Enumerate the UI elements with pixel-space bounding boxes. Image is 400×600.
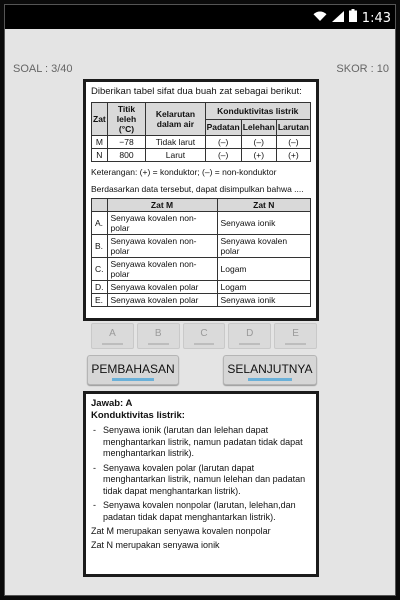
pembahasan-button[interactable] [87, 355, 179, 385]
button-underline [285, 343, 306, 345]
score-label: SKOR : 10 [336, 63, 389, 75]
button-underline [112, 378, 154, 381]
button-underline [148, 343, 169, 345]
bullet-dash: - [93, 462, 96, 473]
col-header-zat: Zat [92, 103, 108, 136]
signal-icon [332, 9, 344, 27]
option-row [92, 212, 311, 235]
cell-lelehan: (+) [241, 149, 276, 162]
list-item [91, 425, 311, 460]
answer-button-a[interactable] [91, 323, 134, 349]
option-letter: B. [92, 235, 108, 258]
conclusion-m: Zat M merupakan senyawa kovalen nonpolar [91, 526, 271, 537]
cell-titik-leleh: −78 [107, 136, 145, 149]
table-row [92, 149, 311, 162]
subheader-lelehan: Lelehan [241, 119, 276, 136]
col-header-titik-leleh: Titik leleh (°C) [107, 103, 145, 136]
cell-kelarutan: Larut [146, 149, 205, 162]
app-frame [4, 4, 396, 596]
cell-kelarutan: Tidak larut [146, 136, 205, 149]
answer-button-b[interactable] [137, 323, 180, 349]
answer-label: A [109, 328, 116, 339]
pembahasan-label: PEMBAHASAN [91, 362, 175, 376]
option-letter: C. [92, 258, 108, 281]
option-zat-m: Senyawa kovalen non-polar [107, 235, 217, 258]
button-underline [194, 343, 215, 345]
explanation-item: Senyawa kovalen nonpolar (larutan, lelehan,dan padatan tidak dapat menghantarkan listrik). [103, 500, 296, 522]
option-row [92, 235, 311, 258]
option-letter: E. [92, 294, 108, 307]
question-stem: Berdasarkan data tersebut, dapat disimpulkan bahwa .... [91, 184, 304, 194]
table-legend: Keterangan: (+) = konduktor; (–) = non-konduktor [91, 167, 277, 177]
button-underline [102, 343, 123, 345]
answer-button-e[interactable] [274, 323, 317, 349]
col-header-kelarutan: Kelarutan dalam air [146, 103, 205, 136]
status-bar [5, 5, 396, 29]
option-zat-n: Logam [217, 281, 310, 294]
cell-padatan: (–) [205, 136, 241, 149]
option-row [92, 294, 311, 307]
question-counter: SOAL : 3/40 [13, 63, 73, 75]
option-zat-n: Senyawa kovalen polar [217, 235, 310, 258]
option-row [92, 258, 311, 281]
conclusion-n: Zat N merupakan senyawa ionik [91, 539, 220, 550]
option-zat-n: Senyawa ionik [217, 294, 310, 307]
cell-lelehan: (–) [241, 136, 276, 149]
subheader-larutan: Larutan [276, 119, 310, 136]
table-row [92, 136, 311, 149]
answer-label: E [292, 328, 299, 339]
button-underline [248, 378, 292, 381]
col-header-konduktivitas: Konduktivitas listrik [205, 103, 310, 120]
explanation-item: Senyawa ionik (larutan dan lelehan dapat menghantarkan listrik, namun padatan tidak dapat menghantarkan listrik). [103, 425, 303, 459]
list-item [91, 500, 311, 523]
option-letter: D. [92, 281, 108, 294]
wifi-icon [313, 9, 327, 27]
option-zat-m: Senyawa kovalen polar [107, 294, 217, 307]
bullet-dash: - [93, 500, 96, 511]
properties-table [91, 102, 311, 162]
option-zat-m: Senyawa kovalen non-polar [107, 212, 217, 235]
options-header-blank [92, 199, 108, 212]
options-table [91, 198, 311, 307]
answer-button-c[interactable] [183, 323, 226, 349]
subheader-padatan: Padatan [205, 119, 241, 136]
options-header-zat-m: Zat M [107, 199, 217, 212]
option-zat-m: Senyawa kovalen non-polar [107, 258, 217, 281]
explanation-title: Jawab: A [91, 398, 133, 409]
explanation-card [83, 391, 319, 577]
option-letter: A. [92, 212, 108, 235]
list-item [91, 463, 311, 498]
option-row [92, 281, 311, 294]
cell-titik-leleh: 800 [107, 149, 145, 162]
option-zat-n: Senyawa ionik [217, 212, 310, 235]
option-zat-n: Logam [217, 258, 310, 281]
score-row [5, 63, 396, 79]
question-card [83, 79, 319, 321]
next-button[interactable] [223, 355, 317, 385]
answer-label: C [200, 328, 208, 339]
cell-larutan: (+) [276, 149, 310, 162]
answer-buttons [91, 323, 317, 349]
cell-padatan: (–) [205, 149, 241, 162]
status-time: 1:43 [361, 10, 391, 26]
cell-zat: M [92, 136, 108, 149]
answer-label: B [154, 328, 162, 339]
cell-larutan: (–) [276, 136, 310, 149]
status-icons [313, 9, 391, 27]
answer-button-d[interactable] [228, 323, 271, 349]
explanation-subtitle: Konduktivitas listrik: [91, 410, 185, 422]
answer-label: D [246, 328, 254, 339]
options-header-zat-n: Zat N [217, 199, 310, 212]
button-underline [239, 343, 260, 345]
bullet-dash: - [93, 425, 96, 436]
cell-zat: N [92, 149, 108, 162]
question-intro: Diberikan tabel sifat dua buah zat sebagai berikut: [91, 86, 302, 97]
explanation-item: Senyawa kovalen polar (larutan dapat menghantarkan listrik, namun lelehan dan padatan tidak dapat menghantarkan listrik). [103, 462, 306, 496]
next-label: SELANJUTNYA [227, 362, 313, 376]
option-zat-m: Senyawa kovalen polar [107, 281, 217, 294]
battery-icon [349, 9, 357, 27]
